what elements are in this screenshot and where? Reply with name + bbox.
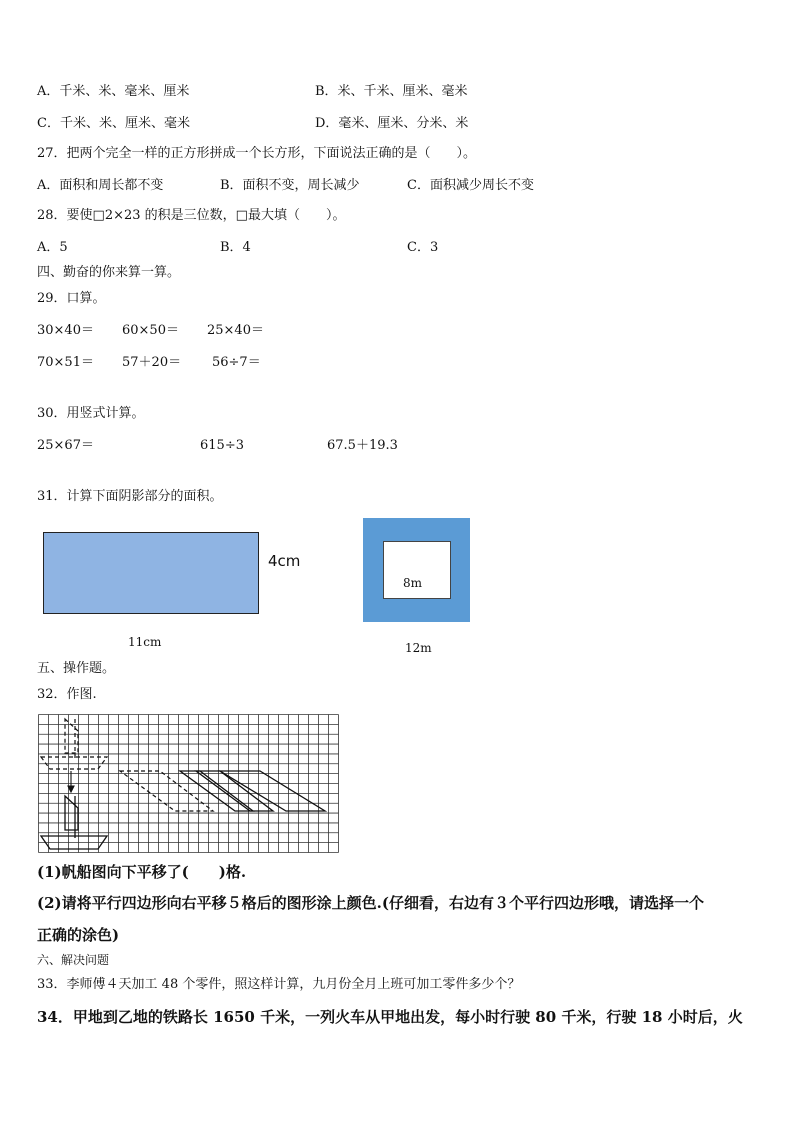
q30-item-3: 67.5＋19.3: [327, 438, 398, 453]
q29-item-6: 56÷7＝: [212, 355, 261, 370]
q32-sub-question-2-line1: (2)请将平行四边形向右平移５格后的图形涂上颜色.(仔细看，右边有３个平行四边形哦，请选择一个: [37, 894, 704, 912]
q29-item-3: 25×40＝: [207, 323, 264, 338]
q26-option-b: B．米、千米、厘米、毫米: [315, 84, 468, 99]
q27-option-a: A．面积和周长都不变: [37, 178, 164, 193]
q30-item-2: 615÷3: [200, 438, 244, 453]
q34-text: 34．甲地到乙地的铁路长 1650 千米，一列火车从甲地出发，每小时行驶 80 千米，行驶 18 小时后，火: [37, 1008, 743, 1026]
q29-item-5: 57＋20＝: [122, 355, 182, 370]
q32-stem: 32．作图.: [37, 687, 97, 702]
q32-grid-lines: [39, 715, 339, 853]
q32-sailboat-moved: [41, 796, 107, 849]
section-5-heading: 五、操作题。: [37, 661, 116, 676]
q32-parallelogram-option-3: [220, 771, 325, 811]
q29-item-4: 70×51＝: [37, 355, 94, 370]
q31-stem: 31．计算下面阴影部分的面积。: [37, 489, 223, 504]
q30-item-1: 25×67＝: [37, 438, 94, 453]
q28-option-b: B．4: [220, 240, 251, 255]
q26-option-a: A．千米、米、毫米、厘米: [37, 84, 190, 99]
section-4-heading: 四、勤奋的你来算一算。: [37, 265, 181, 280]
q33-text: 33．李师傅４天加工 48 个零件，照这样计算，九月份全月上班可加工零件多少个？: [37, 977, 521, 992]
q28-stem: 28．要使□2×23 的积是三位数，□最大填（ ）。: [37, 208, 346, 223]
q28-option-a: A．5: [37, 240, 68, 255]
q31-square-frame: [363, 518, 470, 622]
q27-option-b: B．面积不变，周长减少: [220, 178, 360, 193]
q31-rect-width-label: 11cm: [128, 635, 162, 649]
q32-sub-question-1: (1)帆船图向下平移了( )格.: [37, 863, 247, 881]
q28-option-c: C．3: [407, 240, 439, 255]
q31-inner-square-label: 8m: [403, 576, 423, 590]
q29-item-2: 60×50＝: [122, 323, 179, 338]
q29-stem: 29．口算。: [37, 291, 106, 306]
section-6-heading: 六、解决问题: [37, 953, 110, 967]
q31-rect-height-label: 4cm: [268, 552, 301, 570]
q32-grid-figure: [38, 714, 339, 853]
q30-stem: 30．用竖式计算。: [37, 406, 145, 421]
q26-option-c: C．千米、米、厘米、毫米: [37, 116, 190, 131]
q27-option-c: C．面积减少周长不变: [407, 178, 534, 193]
q31-rectangle: [43, 532, 259, 614]
q31-outer-square-label: 12m: [405, 641, 432, 655]
q29-item-1: 30×40＝: [37, 323, 94, 338]
q27-stem: 27．把两个完全一样的正方形拼成一个长方形，下面说法正确的是（ ）。: [37, 146, 477, 161]
q26-option-d: D．毫米、厘米、分米、米: [315, 116, 469, 131]
q32-sub-question-2-line2: 正确的涂色): [37, 926, 120, 944]
q32-down-arrow: [68, 771, 74, 792]
q32-parallelogram-original: [120, 771, 213, 811]
